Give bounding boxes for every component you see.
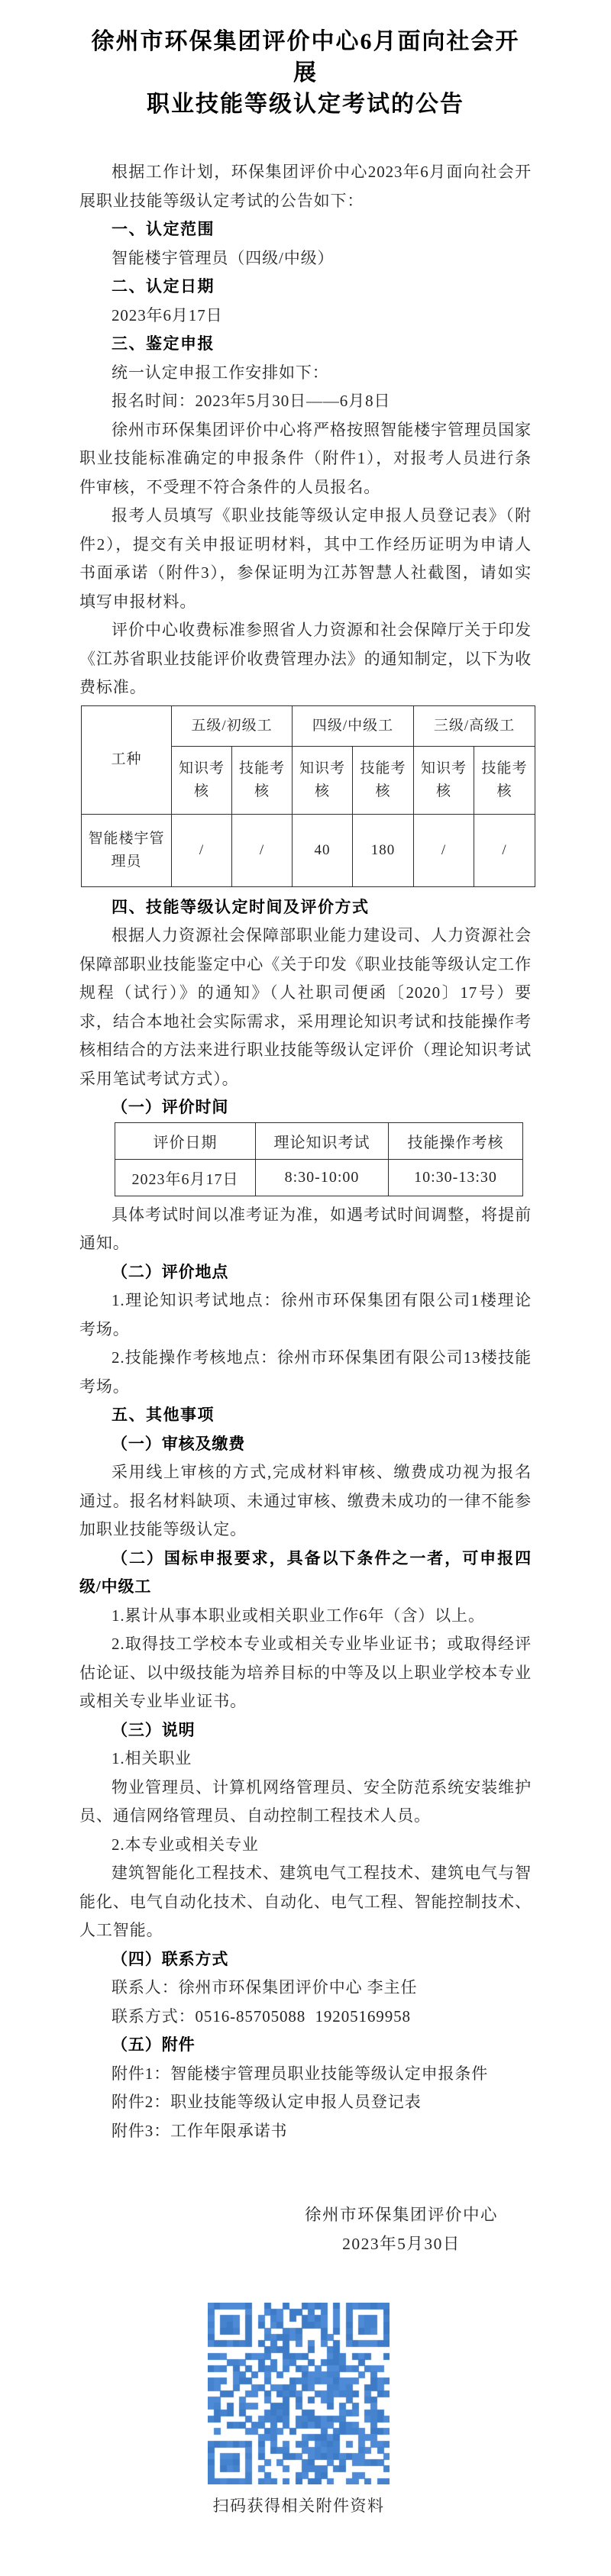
fee-table-cell: / — [172, 814, 232, 886]
fee-table-cell: / — [474, 814, 535, 886]
fee-table-exam-type-header: 技能考核 — [474, 746, 535, 814]
time-note-paragraph: 具体考试时间以准考证为准，如遇考试时间调整，将提前通知。 — [79, 1205, 532, 1252]
registration-time: 报名时间：2023年5月30日——6月8日 — [112, 392, 391, 410]
fee-standard-paragraph: 评价中心收费标准参照省人力资源和社会保障厅关于印发《江苏省职业技能评价收费管理办法》的通知制定，以下为收费标准。 — [79, 621, 532, 696]
section-2-heading: 二、认定日期 — [112, 278, 215, 295]
notes-subheading: （三）说明 — [112, 1720, 196, 1739]
section-4-heading: 四、技能等级认定时间及评价方式 — [112, 898, 370, 916]
contact-phone: 联系方式：0516-85705088 19205169958 — [112, 2006, 411, 2026]
fee-table-exam-type-header: 知识考核 — [172, 746, 232, 814]
attachment-item-3: 附件3：工作年限承诺书 — [112, 2121, 288, 2140]
time-table-header: 理论知识考试 — [256, 1122, 389, 1159]
related-major-label: 2.本专业或相关专业 — [112, 1835, 259, 1854]
fee-table-level-3-header: 三级/高级工 — [414, 705, 535, 746]
section-1-heading: 一、认定范围 — [112, 221, 215, 238]
fee-table-exam-type-header: 知识考核 — [414, 746, 474, 814]
application-arrangement: 统一认定申报工作安排如下： — [112, 363, 329, 382]
related-major-list: 建筑智能化工程技术、建筑电气工程技术、建筑电气与智能化、电气自动化技术、自动化、电气工程、智能控制技术、人工智能。 — [79, 1864, 532, 1939]
time-table-header: 技能操作考核 — [389, 1122, 523, 1159]
signature-org: 徐州市环保集团评价中心 — [304, 2206, 498, 2224]
application-material-paragraph: 报考人员填写《职业技能等级认定申报人员登记表》（附件2），提交有关申报证明材料，其中工作经历证明为申请人书面承诺（附件3），参保证明为江苏智慧人社截图，请如实填写申报材料。 — [79, 506, 532, 611]
intro-paragraph: 根据工作计划，环保集团评价中心2023年6月面向社会开展职业技能等级认定考试的公告如下： — [79, 163, 532, 210]
fee-table-cell: / — [414, 814, 474, 886]
qr-caption: 扫码获得相关附件资料 — [212, 2497, 385, 2515]
evaluation-location-subheading: （二）评价地点 — [112, 1262, 229, 1281]
signature-area — [79, 2200, 532, 2258]
attachment-item-1: 附件1：智能楼宇管理员职业技能等级认定申报条件 — [112, 2064, 489, 2083]
fee-table-exam-type-header: 知识考核 — [293, 746, 353, 814]
qr-code — [208, 2303, 390, 2484]
fee-table-cell: 40 — [293, 814, 353, 886]
fee-table-corner-header: 工种 — [82, 705, 172, 814]
fee-table-cell: / — [232, 814, 293, 886]
announcement-title — [79, 26, 532, 120]
fee-table-exam-type-header: 技能考核 — [232, 746, 293, 814]
qr-section — [208, 2303, 390, 2516]
national-standard-subheading: （二）国标申报要求，具备以下条件之一者，可申报四级/中级工 — [79, 1548, 532, 1596]
contact-person: 联系人：徐州市环保集团评价中心 李主任 — [112, 1978, 418, 1997]
time-table-date-cell: 2023年6月17日 — [115, 1159, 256, 1196]
attachment-item-2: 附件2：职业技能等级认定申报人员登记表 — [112, 2093, 422, 2111]
theory-location-item: 1.理论知识考试地点：徐州市环保集团有限公司1楼理论考场。 — [79, 1291, 532, 1338]
evaluation-method-paragraph: 根据人力资源社会保障部职业能力建设司、人力资源社会保障部职业技能鉴定中心《关于印发《职业技能等级认定工作规程（试行）》的通知》（人社职司便函〔2020〕17号）要求，结合本地社会实际需求，采用理论知识考试和技能操作考核相结合的方法来进行职业技能等级认定评价（理论知识考试采用笔试考试方式）。 — [79, 926, 532, 1088]
title-line-1: 徐州市环保集团评价中心6月面向社会开展 — [91, 29, 520, 86]
fee-table-level-5-header: 五级/初级工 — [172, 705, 293, 746]
section-5-heading: 五、其他事项 — [112, 1406, 215, 1424]
time-table-header: 评价日期 — [115, 1122, 256, 1159]
title-line-2: 职业技能等级认定考试的公告 — [147, 92, 464, 117]
related-occupation-label: 1.相关职业 — [112, 1749, 192, 1767]
condition-review-paragraph: 徐州市环保集团评价中心将严格按照智能楼宇管理员国家职业技能标准确定的申报条件（附件1），对报考人员进行条件审核，不受理不符合条件的人员报名。 — [79, 420, 532, 496]
review-payment-paragraph: 采用线上审核的方式,完成材料审核、缴费成功视为报名通过。报名材料缺项、未通过审核、缴费未成功的一律不能参加职业技能等级认定。 — [79, 1463, 532, 1538]
condition-item-1: 1.累计从事本职业或相关职业工作6年（含）以上。 — [112, 1606, 485, 1625]
condition-item-2: 2.取得技工学校本专业或相关专业毕业证书；或取得经评估论证、以中级技能为培养目标的中等及以上职业学校本专业或相关专业毕业证书。 — [79, 1635, 532, 1710]
time-table-theory-cell: 8:30-10:00 — [256, 1159, 389, 1196]
skill-location-item: 2.技能操作考核地点：徐州市环保集团有限公司13楼技能考场。 — [79, 1348, 532, 1396]
contact-subheading: （四）联系方式 — [112, 1949, 229, 1968]
review-payment-subheading: （一）审核及缴费 — [112, 1434, 246, 1453]
attachment-subheading: （五）附件 — [112, 2035, 196, 2054]
related-occupation-list: 物业管理员、计算机网络管理员、安全防范系统安装维护员、通信网络管理员、自动控制工程技术人员。 — [79, 1777, 532, 1825]
assessment-date: 2023年6月17日 — [112, 305, 223, 324]
time-table-skill-cell: 10:30-13:30 — [389, 1159, 523, 1196]
fee-table-exam-type-header: 技能考核 — [353, 746, 414, 814]
section-3-heading: 三、鉴定申报 — [112, 335, 215, 353]
fee-standard-table — [81, 705, 535, 887]
scope-item: 智能楼宇管理员（四级/中级） — [112, 248, 335, 267]
fee-table-level-4-header: 四级/中级工 — [293, 705, 414, 746]
fee-table-job-name: 智能楼宇管理员 — [82, 814, 172, 886]
signature-block — [305, 2200, 498, 2258]
signature-date: 2023年5月30日 — [342, 2235, 461, 2253]
evaluation-time-table — [115, 1122, 523, 1196]
evaluation-time-subheading: （一）评价时间 — [112, 1098, 229, 1116]
fee-table-cell: 180 — [353, 814, 414, 886]
